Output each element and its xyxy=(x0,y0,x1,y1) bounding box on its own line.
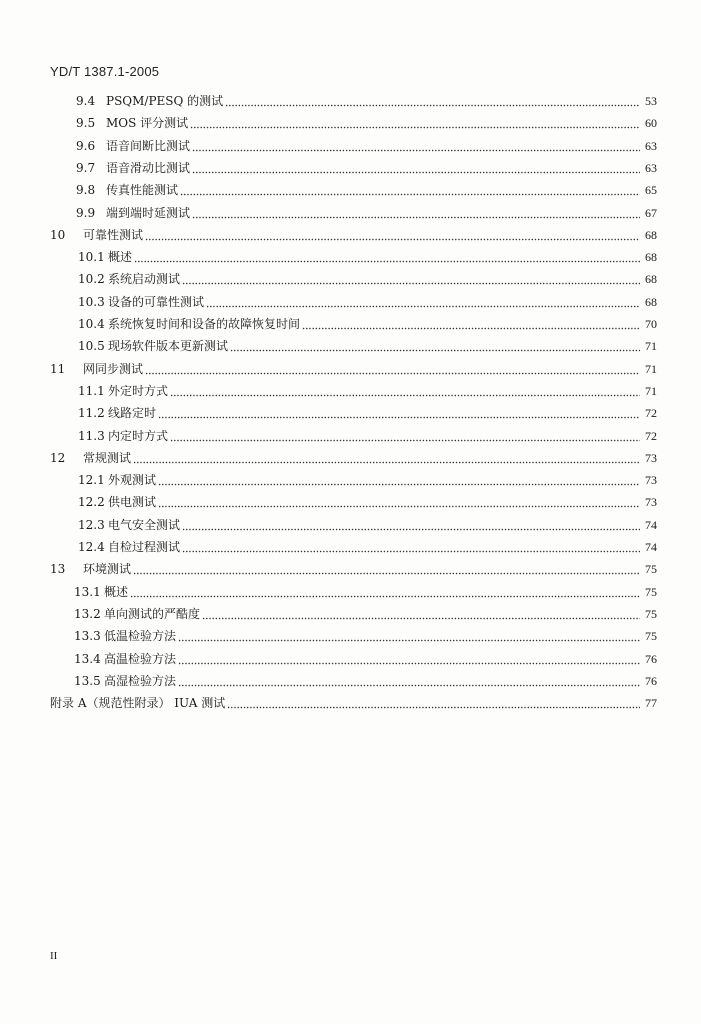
toc-entry-page: 75 xyxy=(645,606,657,621)
toc-entry-title: 语音滑动比测试 xyxy=(106,160,191,175)
toc-entry[interactable] xyxy=(76,135,657,157)
toc-entry-number: 11 xyxy=(50,361,66,376)
toc-entry[interactable] xyxy=(78,291,657,313)
toc-entry[interactable] xyxy=(78,380,657,402)
toc-entry-page: 73 xyxy=(645,473,657,488)
toc-entry[interactable] xyxy=(50,447,657,469)
dot-leader xyxy=(134,251,640,263)
toc-entry-number: 13.5 xyxy=(74,673,101,688)
toc-entry-number: 10.5 xyxy=(78,339,105,354)
toc-entry-title: PSQM/PESQ 的测试 xyxy=(106,94,224,108)
dot-leader xyxy=(192,162,640,174)
toc-entry[interactable] xyxy=(76,202,657,224)
dot-leader xyxy=(182,273,640,285)
dot-leader xyxy=(158,474,640,486)
toc-entry-title: 概述 xyxy=(104,584,129,599)
toc-entry-title: 线路定时 xyxy=(108,406,157,421)
dot-leader xyxy=(180,184,640,196)
dot-leader xyxy=(178,653,640,665)
toc-entry-title: 单向测试的严酷度 xyxy=(104,606,201,621)
toc-entry-number: 11.2 xyxy=(78,406,105,421)
dot-leader xyxy=(206,296,640,308)
toc-entry[interactable] xyxy=(78,268,657,290)
toc-entry-title: 系统启动测试 xyxy=(108,272,181,287)
toc-entry-number: 13 xyxy=(50,562,66,577)
toc-entry-page: 74 xyxy=(645,540,657,554)
toc-entry-title: 低温检验方法 xyxy=(104,629,177,644)
toc-entry-title: 环境测试 xyxy=(83,562,132,577)
toc-entry[interactable] xyxy=(76,157,657,179)
toc-entry[interactable] xyxy=(74,625,657,647)
toc-entry-number: 10.1 xyxy=(78,250,105,265)
toc-entry-number: 9.7 xyxy=(76,160,96,175)
toc-entry-title: MOS 评分测试 xyxy=(106,116,189,131)
toc-entry-page: 76 xyxy=(645,651,657,666)
toc-entry-number: 9.8 xyxy=(76,183,96,198)
toc-entry-title: 外定时方式 xyxy=(108,383,169,398)
toc-entry-title: 传真性能测试 xyxy=(106,183,179,198)
toc-entry-number: 13.2 xyxy=(74,606,101,621)
toc-entry[interactable] xyxy=(78,313,657,335)
toc-entry-number: 10.3 xyxy=(78,294,105,309)
toc-entry-number: 13.1 xyxy=(74,584,101,599)
toc-entry-number: 11.1 xyxy=(78,383,105,398)
dot-leader xyxy=(227,697,640,709)
dot-leader xyxy=(192,140,640,152)
toc-entry[interactable] xyxy=(78,469,657,491)
toc-entry-page: 70 xyxy=(645,317,657,331)
toc-entry-page: 53 xyxy=(645,94,657,108)
toc-entry-page: 71 xyxy=(645,339,657,354)
toc-entry-title: 现场软件版本更新测试 xyxy=(108,339,229,354)
toc-entry-page: 73 xyxy=(645,495,657,510)
toc-entry-number: 12.1 xyxy=(78,473,105,488)
toc-entry[interactable] xyxy=(78,491,657,513)
dot-leader xyxy=(133,452,640,464)
dot-leader xyxy=(158,407,640,419)
toc-entry-title: 供电测试 xyxy=(108,495,157,510)
toc-entry-title: 附录 A（规范性附录） IUA 测试 xyxy=(50,696,226,711)
toc-entry-title: 外观测试 xyxy=(108,473,157,488)
toc-entry-number: 11.3 xyxy=(78,428,105,443)
toc-entry[interactable] xyxy=(74,670,657,692)
toc-entry-page: 63 xyxy=(645,160,657,175)
toc-entry[interactable] xyxy=(76,90,657,112)
toc-entry[interactable] xyxy=(78,536,657,558)
toc-entry[interactable] xyxy=(50,692,657,714)
toc-entry[interactable] xyxy=(78,335,657,357)
dot-leader xyxy=(182,541,640,553)
toc-entry[interactable] xyxy=(78,402,657,424)
toc-entry-page: 75 xyxy=(645,584,657,599)
dot-leader xyxy=(133,563,640,575)
toc-entry[interactable] xyxy=(50,358,657,380)
toc-entry-page: 71 xyxy=(645,361,657,376)
toc-entry-title: 语音间断比测试 xyxy=(106,138,191,153)
toc-entry[interactable] xyxy=(76,179,657,201)
toc-entry-page: 67 xyxy=(645,205,657,220)
dot-leader xyxy=(178,675,640,687)
toc-entry-number: 12.4 xyxy=(78,540,105,554)
toc-entry[interactable] xyxy=(74,603,657,625)
toc-entry-page: 75 xyxy=(645,629,657,644)
toc-entry-page: 71 xyxy=(645,383,657,398)
toc-entry-title: 端到端时延测试 xyxy=(106,205,191,220)
dot-leader xyxy=(158,496,640,508)
toc-entry[interactable] xyxy=(76,112,657,134)
toc-entry-page: 68 xyxy=(645,227,657,242)
dot-leader xyxy=(170,385,640,397)
toc-entry-number: 12.3 xyxy=(78,517,105,532)
toc-entry-number: 10 xyxy=(50,227,66,242)
toc-entry-number: 12.2 xyxy=(78,495,105,510)
toc-entry-page: 68 xyxy=(645,272,657,287)
dot-leader xyxy=(202,608,640,620)
page-number: II xyxy=(50,950,58,962)
toc-entry-title: 高温检验方法 xyxy=(104,651,177,666)
dot-leader xyxy=(178,630,640,642)
toc-entry-number: 12 xyxy=(50,450,66,465)
toc-entry-page: 68 xyxy=(645,294,657,309)
dot-leader xyxy=(170,430,640,442)
toc-entry-page: 68 xyxy=(645,250,657,265)
toc-entry-title: 系统恢复时间和设备的故障恢复时间 xyxy=(108,317,301,331)
dot-leader xyxy=(225,95,640,107)
dot-leader xyxy=(182,519,640,531)
toc-entry-page: 75 xyxy=(645,562,657,577)
toc-entry-title: 设备的可靠性测试 xyxy=(108,294,205,309)
toc-entry-page: 72 xyxy=(645,406,657,421)
toc-entry[interactable] xyxy=(74,648,657,670)
toc-entry-title: 常规测试 xyxy=(83,450,132,465)
dot-leader xyxy=(190,117,640,129)
dot-leader xyxy=(145,229,640,241)
toc-entry[interactable] xyxy=(50,224,657,246)
toc-entry-page: 72 xyxy=(645,428,657,443)
toc-entry-page: 77 xyxy=(645,696,657,711)
toc-entry-title: 概述 xyxy=(108,250,133,265)
toc-entry-title: 电气安全测试 xyxy=(108,517,181,532)
toc-entry-number: 9.9 xyxy=(76,205,96,220)
toc-entry-number: 9.5 xyxy=(76,116,96,131)
toc-entry-page: 73 xyxy=(645,450,657,465)
toc-entry-number: 9.4 xyxy=(76,94,96,108)
document-number: YD/T 1387.1-2005 xyxy=(50,64,160,79)
toc-entry-page: 76 xyxy=(645,673,657,688)
toc-entry-title: 高湿检验方法 xyxy=(104,673,177,688)
toc-entry-title: 可靠性测试 xyxy=(83,227,144,242)
toc-entry-page: 74 xyxy=(645,517,657,532)
toc-entry[interactable] xyxy=(50,558,657,580)
toc-entry-number: 10.4 xyxy=(78,317,105,331)
toc-entry-number: 9.6 xyxy=(76,138,96,153)
toc-entry-number: 13.4 xyxy=(74,651,101,666)
dot-leader xyxy=(145,363,640,375)
toc-entry-number: 13.3 xyxy=(74,629,101,644)
toc-entry[interactable] xyxy=(78,246,657,268)
dot-leader xyxy=(192,207,640,219)
dot-leader xyxy=(130,586,640,598)
toc-entry-page: 60 xyxy=(645,116,657,131)
toc-entry-title: 网同步测试 xyxy=(83,361,144,376)
toc-entry-page: 63 xyxy=(645,138,657,153)
toc-entry[interactable] xyxy=(78,514,657,536)
toc-entry-number: 10.2 xyxy=(78,272,105,287)
toc-entry-page: 65 xyxy=(645,183,657,198)
toc-entry[interactable] xyxy=(78,425,657,447)
dot-leader xyxy=(230,340,640,352)
toc-entry[interactable] xyxy=(74,581,657,603)
dot-leader xyxy=(302,318,640,330)
toc-entry-title: 自检过程测试 xyxy=(108,540,181,554)
toc-entry-title: 内定时方式 xyxy=(108,428,169,443)
